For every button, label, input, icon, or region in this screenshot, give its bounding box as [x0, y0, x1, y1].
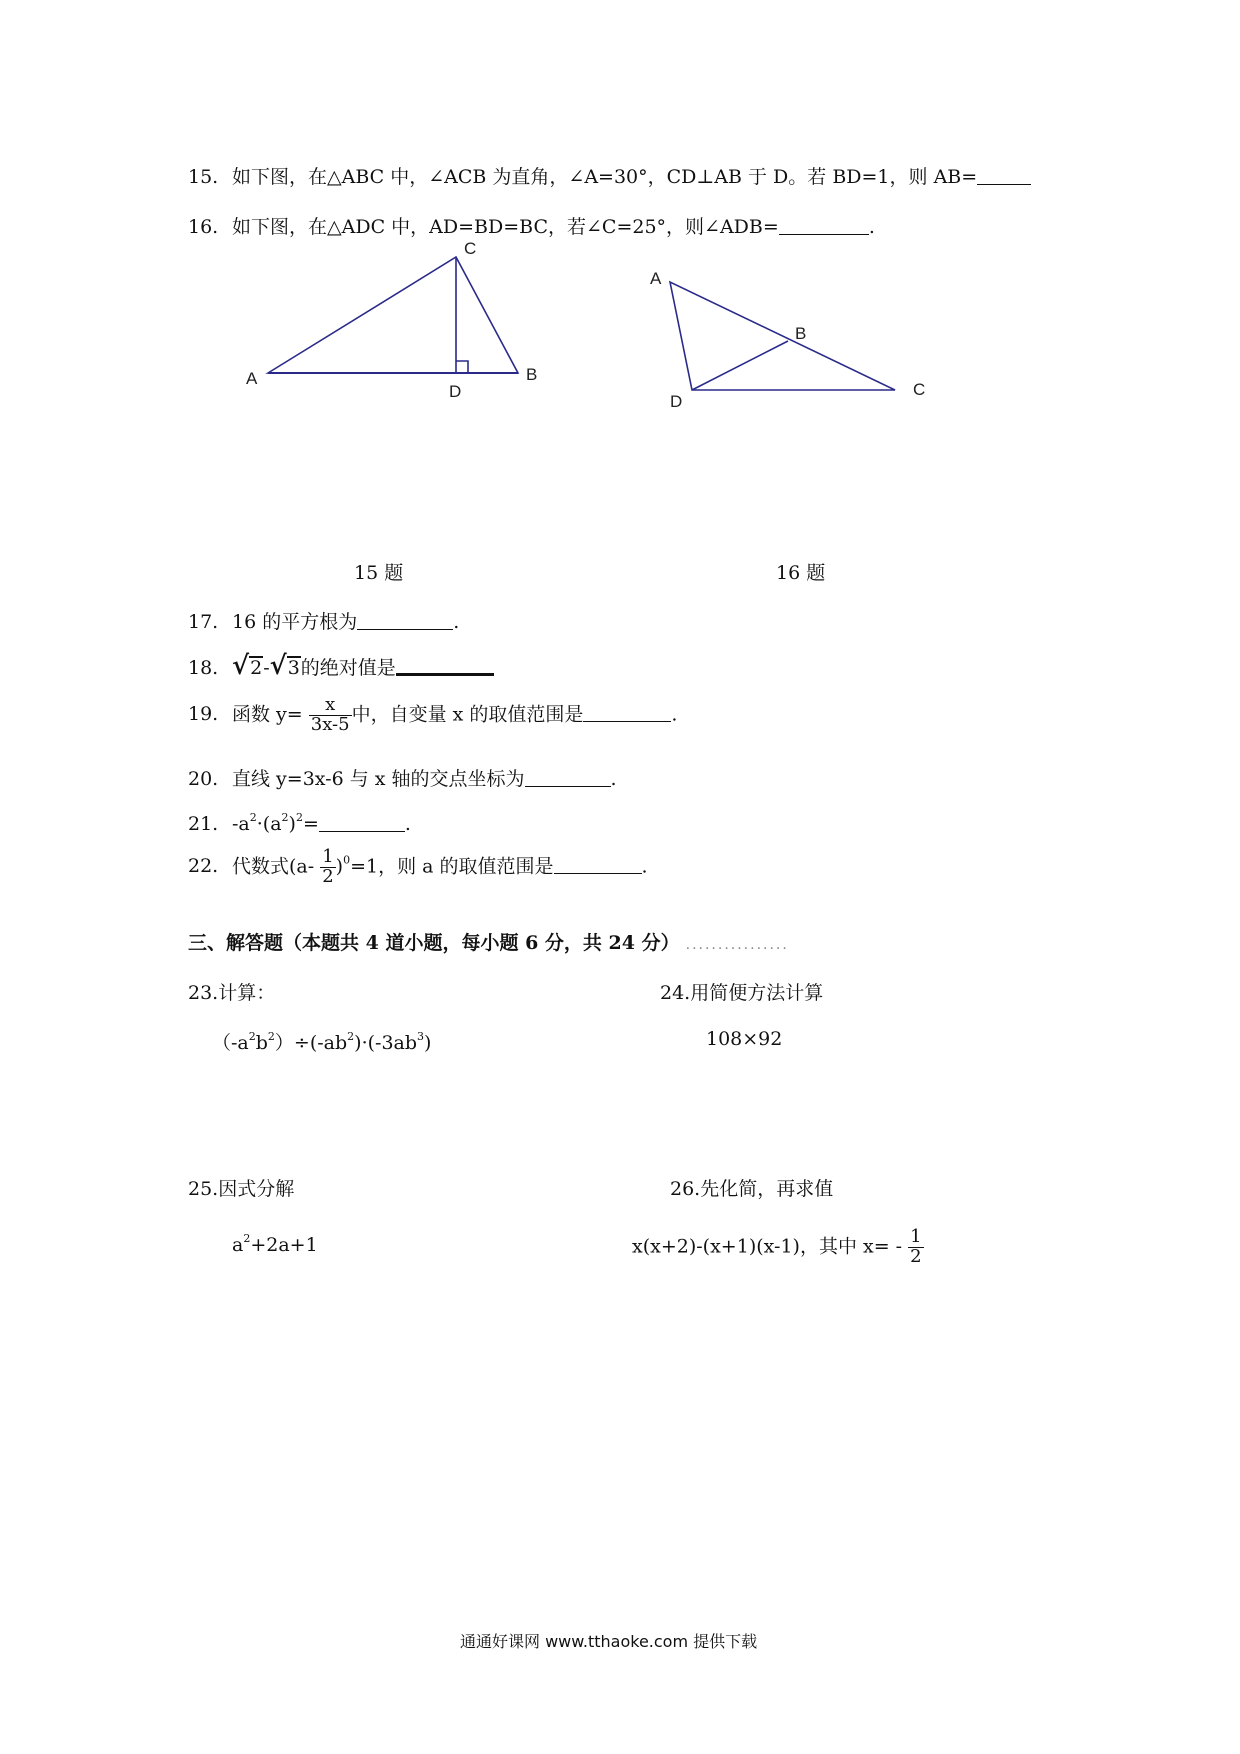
answer-blank[interactable] [396, 655, 494, 676]
question-tail: . [404, 813, 411, 835]
segment-db [692, 341, 788, 390]
leader-dots: ................ [685, 937, 789, 953]
radical-icon: √ [232, 651, 250, 681]
radical-icon: √ [269, 651, 287, 681]
question-20 [188, 764, 617, 791]
question-number: 18. [188, 657, 219, 679]
problem-24-expression: 108×92 [706, 1028, 783, 1050]
question-number: 16. [188, 216, 219, 238]
right-angle-mark [456, 361, 468, 373]
figure-16-caption: 16 题 [776, 562, 826, 584]
question-number: 19. [188, 703, 219, 726]
problem-26-title: 26.先化简，再求值 [670, 1178, 834, 1200]
vertex-label-d: D [670, 392, 683, 411]
question-tail: . [641, 855, 648, 878]
question-tail: . [671, 703, 678, 726]
vertex-label-c: C [464, 239, 477, 258]
question-21: 21. $-a^2\cdot(a^2)^2=$ . [188, 811, 411, 835]
question-text: 如下图，在△ADC 中，AD=BD=BC，若∠C=25°，则∠ADB= [232, 216, 779, 238]
vertex-label-a: A [246, 369, 258, 388]
figure-15-caption: 15 题 [354, 562, 404, 584]
fraction: $\frac{1}{2}$ [910, 1226, 922, 1267]
question-number: 21. [188, 813, 219, 835]
question-18: 18. √ 2 - √ 3 的绝对值是 [188, 653, 494, 680]
question-text: 中，自变量 x 的取值范围是 [351, 703, 584, 726]
problem-23-title: 23.计算： [188, 982, 276, 1004]
triangle-abc [268, 257, 518, 373]
problem-24-title: 24.用简便方法计算 [660, 982, 824, 1004]
question-22: 22. 代数式(a- $\frac{1}{2}$ )$^0$=1，则 a 的取值范围是 . [188, 846, 648, 887]
question-text: 如下图，在△ABC 中，∠ACB 为直角，∠A=30°，CD⊥AB 于 D。若 BD=1，则 AB= [232, 166, 978, 188]
answer-blank[interactable] [583, 703, 671, 722]
question-text: 的绝对值是 [300, 657, 396, 679]
question-tail: . [610, 768, 617, 790]
sqrt-2: √ 2 [232, 651, 263, 681]
section-title: 三、解答题（本题共 4 道小题，每小题 6 分，共 24 分） [188, 932, 680, 954]
question-number: 20. [188, 768, 219, 790]
question-17 [188, 607, 459, 634]
footer-text: 通通好课网 www.tthaoke.com 提供下载 [460, 1632, 758, 1651]
question-text: =1，则 a 的取值范围是 [350, 855, 554, 878]
fraction: $\frac{1}{2}$ [322, 846, 334, 887]
question-number: 15. [188, 166, 219, 188]
question-tail: . [868, 216, 875, 238]
figure-15-triangle [230, 232, 560, 412]
problem-23-expression: $(-a^2b^2)\div(-ab^2)\cdot(-3ab^3)$ [212, 1030, 432, 1054]
question-tail: . [453, 611, 460, 633]
problem-25-title: 25.因式分解 [188, 1178, 295, 1200]
question-19: 19. 函数 y= $\frac{x}{3x-5}$ 中，自变量 x 的取值范围是 . [188, 694, 678, 735]
question-15 [188, 162, 1031, 189]
vertex-label-d: D [449, 382, 462, 401]
answer-blank[interactable] [779, 216, 869, 235]
sqrt-3: √ 3 [269, 651, 300, 681]
vertex-label-a: A [650, 269, 662, 288]
answer-blank[interactable] [525, 768, 611, 787]
answer-blank[interactable] [357, 611, 453, 630]
question-number: 22. [188, 855, 219, 878]
triangle-adc [670, 282, 895, 390]
answer-blank[interactable] [319, 813, 405, 832]
answer-blank[interactable] [554, 855, 642, 874]
question-number: 17. [188, 611, 219, 633]
question-text: 16 的平方根为 [232, 611, 358, 633]
problem-25-expression: $a^2+2a+1$ [232, 1232, 318, 1256]
section-heading [188, 928, 789, 955]
fraction: $\frac{x}{3x-5}$ [310, 694, 350, 735]
vertex-label-c: C [913, 380, 926, 399]
vertex-label-b: B [526, 365, 538, 384]
answer-blank[interactable] [977, 166, 1031, 185]
figure-16-triangle [630, 262, 950, 412]
problem-26-expression: x(x+2)-(x+1)(x-1)，其中 x= - $\frac{1}{2}$ [632, 1226, 922, 1267]
vertex-label-b: B [795, 324, 807, 343]
question-text: 直线 y=3x-6 与 x 轴的交点坐标为 [232, 768, 525, 790]
